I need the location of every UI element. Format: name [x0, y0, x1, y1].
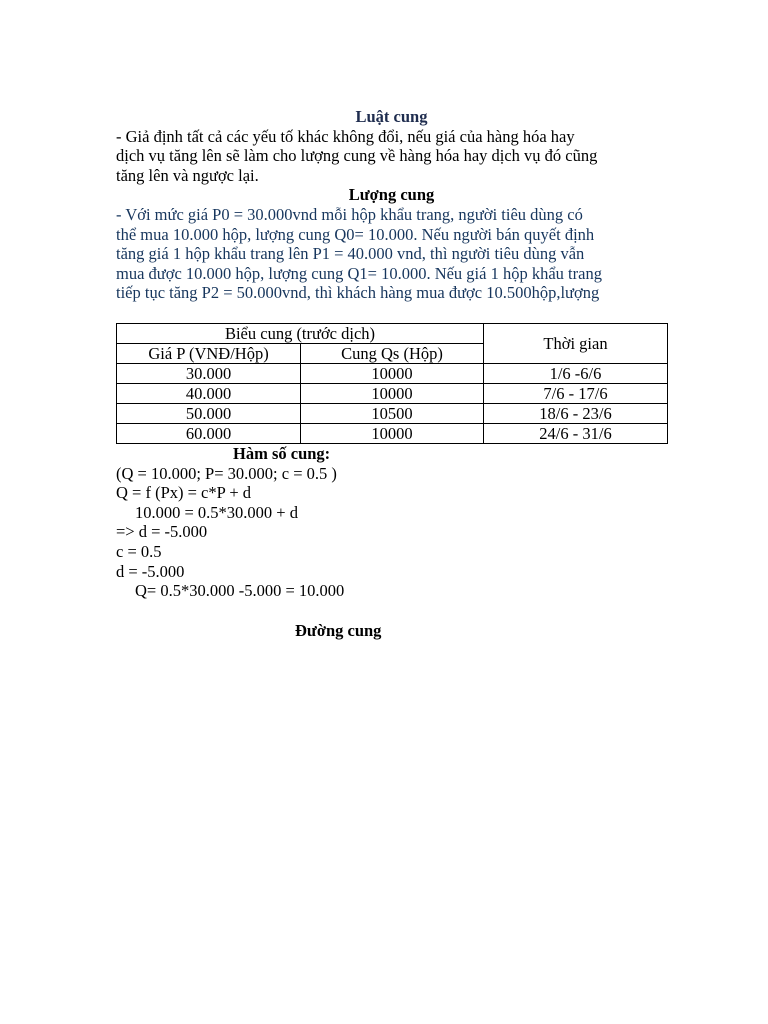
document-page	[116, 107, 667, 640]
law-paragraph	[116, 127, 667, 186]
table-cell-time: 7/6 - 17/6	[484, 383, 668, 403]
table-cell-time: 18/6 - 23/6	[484, 403, 668, 423]
quantity-paragraph	[116, 205, 667, 303]
paragraph-line: tăng giá 1 hộp khẩu trang lên P1 = 40.000 vnd, thì người tiêu dùng vẫn	[116, 244, 585, 264]
function-line: (Q = 10.000; P= 30.000; c = 0.5 )	[116, 463, 337, 483]
table-cell-price: 60.000	[117, 423, 301, 443]
table-cell-qty: 10500	[301, 403, 484, 423]
paragraph-line: tiếp tục tăng P2 = 50.000vnd, thì khách hàng mua được 10.500hộp,lượng	[116, 283, 600, 303]
paragraph-line: dịch vụ tăng lên sẽ làm cho lượng cung về hàng hóa hay dịch vụ đó cũng	[116, 146, 598, 166]
paragraph-line: mua được 10.000 hộp, lượng cung Q1= 10.000. Nếu giá 1 hộp khẩu trang	[116, 263, 602, 283]
table-row	[117, 423, 668, 443]
function-line: Q= 0.5*30.000 -5.000 = 10.000	[135, 581, 345, 601]
table-group-header: Biểu cung (trước dịch)	[117, 323, 484, 343]
function-line: => d = -5.000	[116, 522, 208, 542]
table-cell-time: 24/6 - 31/6	[484, 423, 668, 443]
section-heading-function: Hàm số cung:	[233, 443, 331, 463]
table-cell-price: 50.000	[117, 403, 301, 423]
paragraph-spacer	[116, 303, 667, 323]
paragraph-line: - Giả định tất cả các yếu tố khác không đổi, nếu giá của hàng hóa hay	[116, 126, 575, 146]
table-row	[117, 403, 668, 423]
section-heading-quantity: Lượng cung	[348, 185, 435, 205]
function-line: d = -5.000	[116, 561, 185, 581]
table-row	[117, 363, 668, 383]
function-line: Q = f (Px) = c*P + d	[116, 483, 252, 503]
table-price-header: Giá P (VNĐ/Hộp)	[117, 343, 301, 363]
table-header-row	[117, 323, 668, 343]
paragraph-line: - Với mức giá P0 = 30.000vnd mỗi hộp khẩu trang, người tiêu dùng có	[116, 204, 583, 224]
table-cell-time: 1/6 -6/6	[484, 363, 668, 383]
table-cell-price: 30.000	[117, 363, 301, 383]
function-line: 10.000 = 0.5*30.000 + d	[135, 502, 298, 522]
paragraph-line: tăng lên và ngược lại.	[116, 165, 259, 185]
paragraph-line: thể mua 10.000 hộp, lượng cung Q0= 10.000. Nếu người bán quyết định	[116, 224, 595, 244]
function-line: c = 0.5	[116, 541, 162, 561]
paragraph-spacer	[116, 601, 667, 621]
section-heading-curve: Đường cung	[295, 620, 382, 640]
table-qty-header: Cung Qs (Hộp)	[301, 343, 484, 363]
supply-schedule-table	[116, 323, 668, 444]
function-block	[116, 464, 667, 601]
table-time-header: Thời gian	[484, 323, 668, 363]
page-title: Luật cung	[355, 107, 428, 126]
table-row	[117, 383, 668, 403]
table-cell-qty: 10000	[301, 423, 484, 443]
table-cell-qty: 10000	[301, 363, 484, 383]
table-cell-qty: 10000	[301, 383, 484, 403]
table-cell-price: 40.000	[117, 383, 301, 403]
